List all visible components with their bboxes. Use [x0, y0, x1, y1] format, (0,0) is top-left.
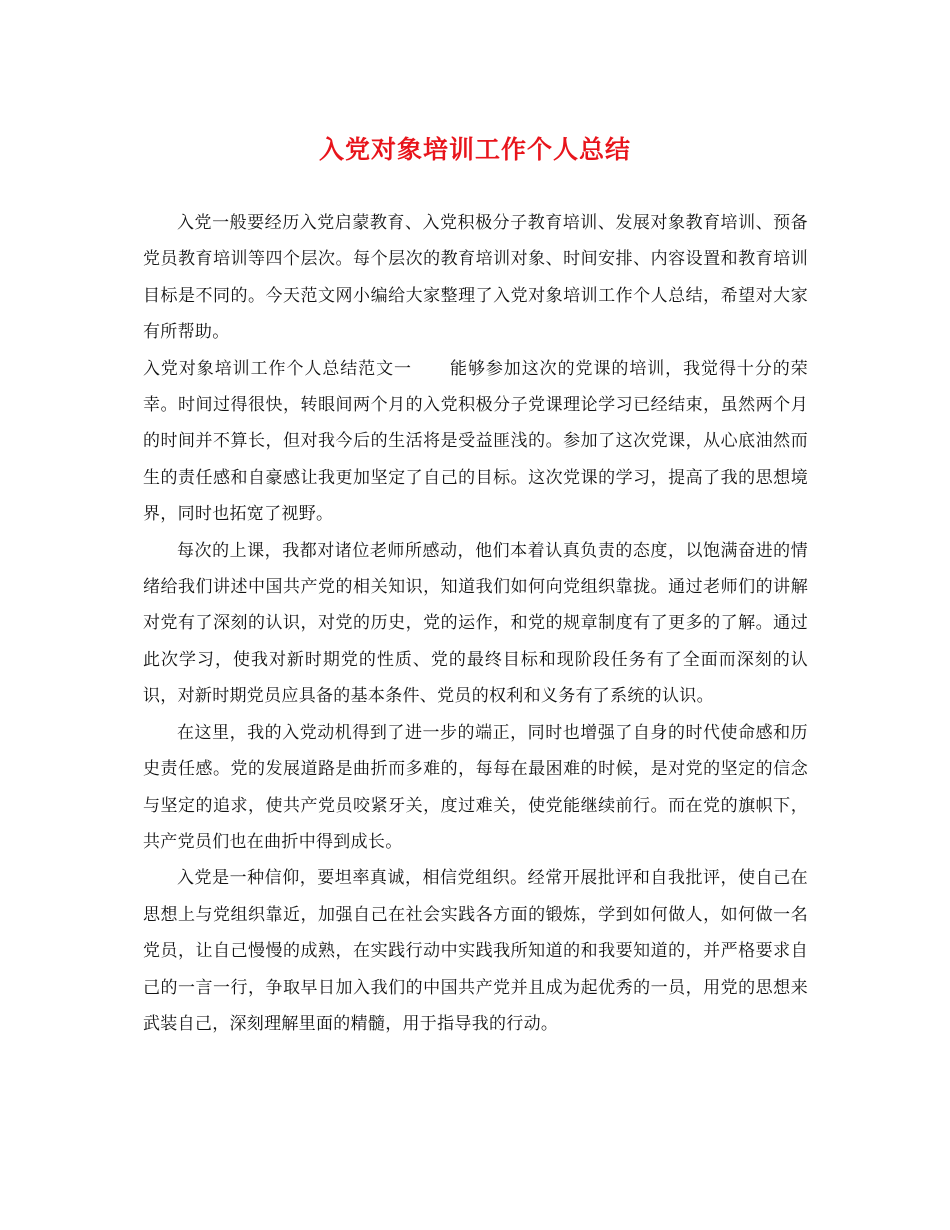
body-paragraph-motivation: 在这里，我的入党动机得到了进一步的端正，同时也增强了自身的时代使命感和历史责任感。党的发展道路是曲折而多难的，每每在最困难的时候，是对党的坚定的信念与坚定的追求，使共产党员咬紧牙关，度过难关，使党能继续前行。而在党的旗帜下，共产党员们也在曲折中得到成长。: [143, 722, 808, 852]
body-paragraph-teachers: 每次的上课，我都对诸位老师所感动，他们本着认真负责的态度，以饱满奋进的情绪给我们讲述中国共产党的相关知识，知道我们如何向党组织靠拢。通过老师们的讲解对党有了深刻的认识，对党的历史，党的运作，和党的规章制度有了更多的了解。通过此次学习，使我对新时期党的性质、党的最终目标和现阶段任务有了全面而深刻的认识，对新时期党员应具备的基本条件、党员的权利和义务有了系统的认识。: [143, 540, 808, 707]
intro-paragraph: 入党一般要经历入党启蒙教育、入党积极分子教育培训、发展对象教育培训、预备党员教育培训等四个层次。每个层次的教育培训对象、时间安排、内容设置和教育培训目标是不同的。今天范文网小编给大家整理了入党对象培训工作个人总结，希望对大家有所帮助。: [143, 213, 808, 343]
body-paragraph-belief: 入党是一种信仰，要坦率真诚，相信党组织。经常开展批评和自我批评，使自己在思想上与党组织靠近，加强自己在社会实践各方面的锻炼，学到如何做人，如何做一名党员，让自己慢慢的成熟，在实践行动中实践我所知道的和我要知道的，并严格要求自己的一言一行，争取早日加入我们的中国共产党并且成为起优秀的一员，用党的思想来武装自己，深刻理解里面的精髓，用于指导我的行动。: [143, 868, 808, 1034]
document-body: [143, 205, 808, 1042]
example-text: 能够参加这次的党课的培训，我觉得十分的荣幸。时间过得很快，转眼间两个月的入党积极分子党课理论学习已经结束，虽然两个月的时间并不算长，但对我今后的生活将是受益匪浅的。参加了这次党课，从心底油然而生的责任感和自豪感让我更加坚定了自己的目标。这次党课的学习，提高了我的思想境界，同时也拓宽了视野。: [143, 358, 809, 525]
example-heading: 入党对象培训工作个人总结范文一: [143, 358, 412, 379]
example-paragraph: [143, 351, 808, 533]
document-title: 入党对象培训工作个人总结: [318, 135, 631, 164]
